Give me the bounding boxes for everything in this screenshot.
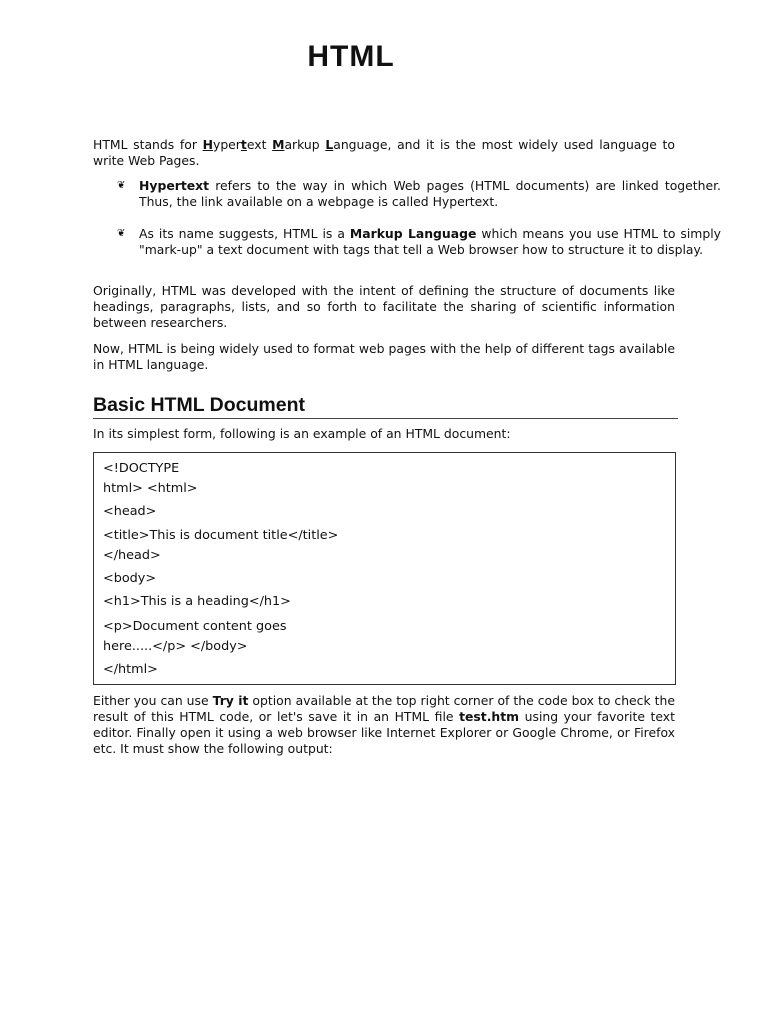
acronym-letter-m: M xyxy=(272,137,285,152)
code-line: here.....</p> </body> xyxy=(103,639,248,654)
intro-text: arkup xyxy=(284,137,326,152)
acronym-letter-t: t xyxy=(240,137,247,152)
section-intro: In its simplest form, following is an example of an HTML document: xyxy=(93,426,511,441)
code-line: </html> xyxy=(103,662,158,677)
try-it-term: Try it xyxy=(212,693,249,708)
code-line: <body> xyxy=(103,571,157,586)
bullet-text: refers to the way in which Web pages (HTML documents) are linked together. Thus, the link available on a webpage is called Hypertext. xyxy=(139,178,721,209)
page-title: HTML xyxy=(307,40,395,73)
now-paragraph: Now, HTML is being widely used to format web pages with the help of different tags available in HTML language. xyxy=(93,341,675,372)
code-line: <p>Document content goes xyxy=(103,619,287,634)
intro-text: yper xyxy=(212,137,241,152)
intro-text: ext xyxy=(246,137,273,152)
list-item xyxy=(93,226,721,258)
code-line: <h1>This is a heading</h1> xyxy=(103,594,291,609)
code-line: </head> xyxy=(103,548,161,563)
intro-text: anguage, and it is the most widely used language to write Web Pages. xyxy=(93,137,675,168)
code-line: <head> xyxy=(103,504,157,519)
bullet-icon: ❦ xyxy=(117,180,126,191)
intro-text: HTML stands for xyxy=(93,137,203,152)
code-line: <!DOCTYPE xyxy=(103,461,180,476)
bullet-icon: ❦ xyxy=(117,228,126,239)
bullet-text: which means you use HTML to simply "mark-up" a text document with tags that tell a Web browser how to structure it to display. xyxy=(139,226,721,257)
bullet-term: Markup Language xyxy=(349,226,477,241)
acronym-letter-h: H xyxy=(202,137,213,152)
heading-underline xyxy=(93,418,678,419)
filename-term: test.htm xyxy=(459,709,520,724)
acronym-letter-l: L xyxy=(325,137,334,152)
bullet-text: As its name suggests, HTML is a xyxy=(139,226,350,241)
bullet-term: Hypertext xyxy=(139,178,210,193)
code-line: html> <html> xyxy=(103,481,198,496)
intro-paragraph xyxy=(93,137,675,169)
after-code-paragraph xyxy=(93,693,675,757)
code-line: <title>This is document title</title> xyxy=(103,528,339,543)
section-heading: Basic HTML Document xyxy=(93,394,306,416)
paragraph-text: using your favorite text editor. Finally open it using a web browser like Internet Explorer or Google Chrome, or Firefox etc. It must show the following output: xyxy=(93,709,675,756)
paragraph-text: option available at the top right corner of the code box to check the result of this HTML code, or let's save it in an HTML file xyxy=(93,693,675,724)
list-item xyxy=(93,178,721,210)
originally-paragraph: Originally, HTML was developed with the intent of defining the structure of documents like headings, paragraphs, lists, and so forth to facilitate the sharing of scientific information between researchers. xyxy=(93,283,675,330)
code-box xyxy=(93,452,676,685)
paragraph-text: Either you can use xyxy=(93,693,213,708)
